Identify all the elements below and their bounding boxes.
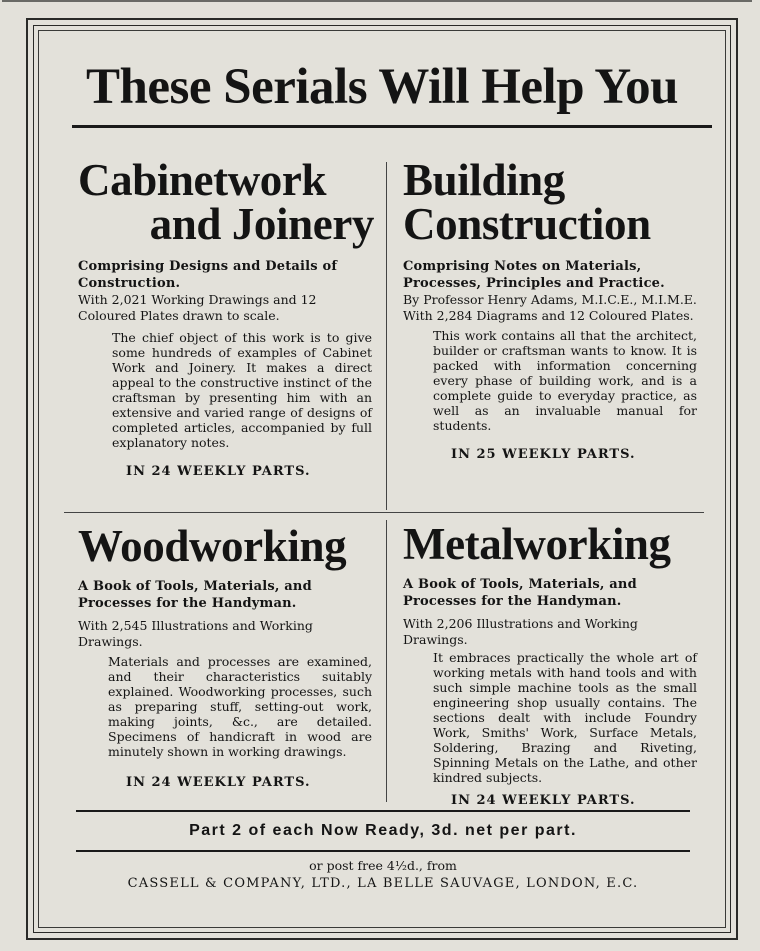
serial-subtitle: A Book of Tools, Materials, and Processes for the Handyman.: [403, 577, 637, 609]
serial-subtitle: A Book of Tools, Materials, and Processes for the Handyman.: [78, 579, 312, 611]
serial-cabinetwork: [78, 155, 374, 479]
serial-description: The chief object of this work is to give some hundreds of examples of Cabinet Work and Joinery. It makes a direct appeal to the constructive instinct of the craftsman by presenting him with an extensive and varied range of designs of completed articles, accompanied by full explanatory notes.: [112, 330, 372, 450]
serial-heading-line1: Cabinetwork: [78, 155, 327, 205]
publisher-address: CASSELL & COMPANY, LTD., LA BELLE SAUVAGE, LONDON, E.C.: [127, 876, 639, 891]
postage-note: or post free 4½d., from: [309, 858, 457, 873]
row-divider: [64, 512, 704, 513]
serial-subtitle: Comprising Notes on Materials, Processes, Principles and Practice.: [403, 259, 665, 291]
serial-description: This work contains all that the architect, builder or craftsman wants to know. It is packed with information concerning every phase of building work, and is a complete guide to everyday practice, as well as an invaluable manual for students.: [433, 328, 697, 433]
column-divider-top: [386, 162, 387, 510]
serial-building-construction: [403, 155, 697, 462]
serial-heading-line2: Construction: [403, 199, 651, 249]
serial-details: By Professor Henry Adams, M.I.C.E., M.I.M.E. With 2,284 Diagrams and 12 Coloured Plates.: [403, 292, 697, 323]
column-divider-bottom: [386, 520, 387, 802]
serial-heading: Woodworking: [78, 521, 347, 571]
availability-notice: Part 2 of each Now Ready, 3d. net per part.: [189, 822, 577, 839]
serial-woodworking: [78, 521, 374, 790]
serial-parts: IN 25 WEEKLY PARTS.: [451, 447, 636, 462]
serial-parts: IN 24 WEEKLY PARTS.: [126, 775, 311, 790]
serial-subtitle: Comprising Designs and Details of Construction.: [78, 259, 338, 291]
serial-parts: IN 24 WEEKLY PARTS.: [451, 793, 636, 808]
footer-rule-bottom: [76, 850, 690, 852]
serial-description: It embraces practically the whole art of working metals with hand tools and with such simple machine tools as the small engineering shop usually contains. The sections dealt with include Foundry Work, Smiths' Work, Surface Metals, Soldering, Brazing and Riveting, Spinning Metals on the Lathe, and other kindred subjects.: [433, 650, 697, 785]
serial-metalworking: [403, 519, 697, 808]
serial-details: With 2,206 Illustrations and Working Drawings.: [403, 616, 638, 647]
serial-heading-line2: and Joinery: [149, 199, 374, 249]
footer-rule-top: [76, 810, 690, 812]
serial-heading-line1: Building: [403, 155, 565, 205]
serial-parts: IN 24 WEEKLY PARTS.: [126, 464, 311, 479]
serial-heading: Metalworking: [403, 519, 671, 569]
page-title: These Serials Will Help You: [86, 59, 678, 115]
title-underline: [72, 125, 712, 128]
serial-description: Materials and processes are examined, and their characteristics suitably explained. Woodworking processes, such as preparing stuff, setting-out work, making joints, &c., are detailed. Specimens of handicraft in wood are minutely shown in working drawings.: [108, 654, 372, 759]
serial-details: With 2,021 Working Drawings and 12 Coloured Plates drawn to scale.: [78, 292, 317, 323]
serial-details: With 2,545 Illustrations and Working Drawings.: [78, 618, 313, 649]
top-edge-rule: [2, 0, 752, 2]
